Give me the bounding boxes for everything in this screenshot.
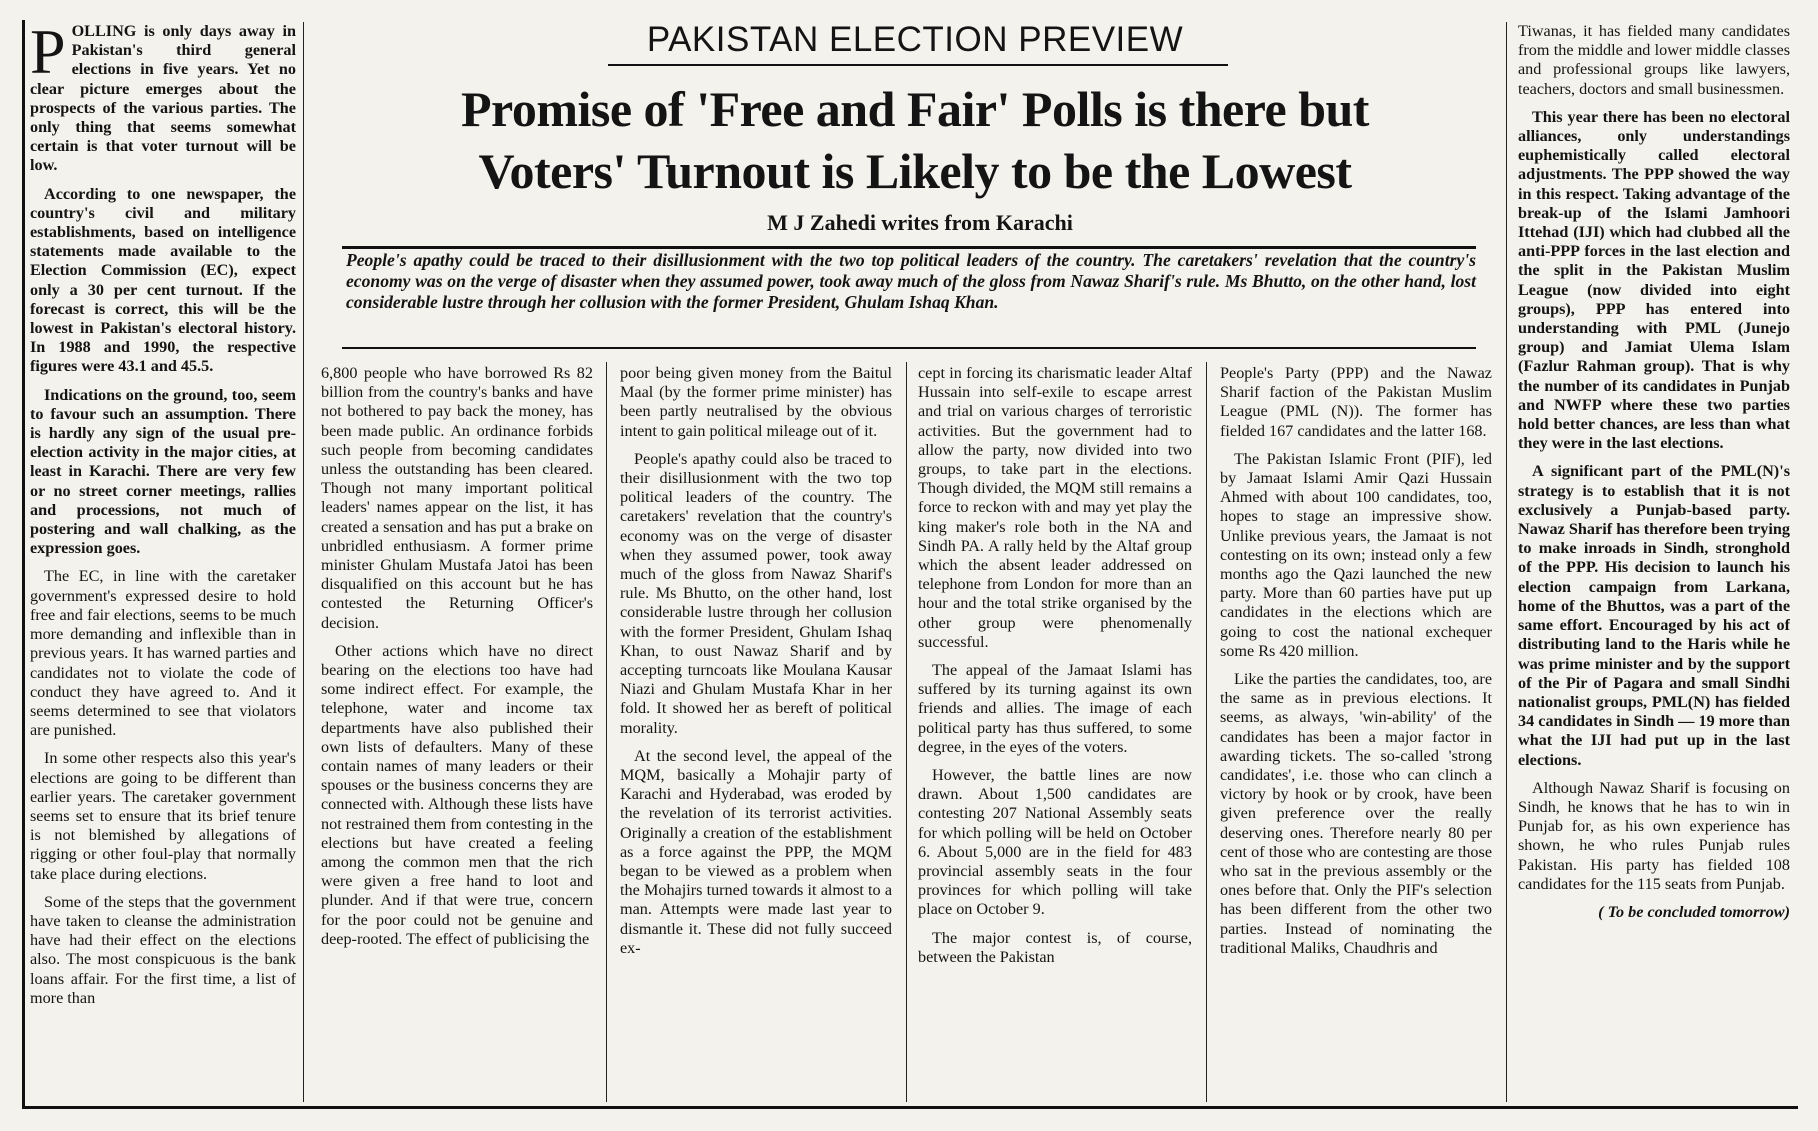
column-2 [321, 364, 593, 1104]
headline-line-2: Voters' Turnout is Likely to be the Lowest [478, 143, 1352, 199]
paragraph: In some other respects also this year's elections are going to be different than earlier years. The caretaker government seems set to ensure that its brief tenure is not blemished by allegations of rigging or other foul-play that normally take place during elections. [30, 749, 296, 883]
paragraph: This year there has been no electoral alliances, only understandings euphemistically called electoral adjustments. The PPP showed the way in this respect. Taking advantage of the break-up of the Islami Jamhoori Ittehad (IJI) which had clubbed all the anti-PPP forces in the last election and the split in the Pakistan Muslim League (now divided into eight groups), PPP has entered into understanding with PML (Junejo group) and Jamiat Ulema Islam (Fazlur Rahman group). That is why the number of its candidates in Punjab and NWFP where these two parties hold better chances, are less than what they were in the last elections. [1518, 107, 1790, 453]
column-rule [1206, 362, 1207, 1102]
column-5 [1220, 364, 1492, 1104]
paragraph: Indications on the ground, too, seem to favour such an assumption. There is hardly any sign of the usual pre-election activity in the major cities, at least in Karachi. There are very few or no street corner meetings, rallies and processions, not much of postering and wall chalking, as the expression goes. [30, 385, 296, 558]
column-1 [30, 22, 296, 1104]
standfirst: People's apathy could be traced to their disillusionment with the two top political leaders of the country. The caretakers' revelation that the country's economy was on the verge of disaster when they assumed power, took away much of the gloss from Nawaz Sharif's rule. Ms Bhutto, on the other hand, lost considerable lustre through her collusion with the former President, Ghulam Ishaq Khan. [346, 250, 1476, 312]
column-rule [906, 362, 907, 1102]
headline-line-1: Promise of 'Free and Fair' Polls is there but [461, 81, 1369, 137]
headline [330, 78, 1500, 202]
continuation-note: ( To be concluded tomorrow) [1598, 902, 1790, 921]
column-6 [1518, 22, 1790, 1104]
drop-cap: P [30, 22, 66, 87]
kicker-underline [608, 64, 1228, 66]
paragraph: Tiwanas, it has fielded many candidates from the middle and lower middle classes and professional groups like lawyers, teachers, doctors and small businessmen. [1518, 22, 1790, 98]
kicker: PAKISTAN ELECTION PREVIEW [646, 20, 1184, 59]
paragraph: Other actions which have no direct bearing on the elections too have had some indirect effect. For example, the telephone, water and income tax departments have also published their own lists of defaulters. Many of these contain names of many leaders or their spouses or the business concerns they are connected with. Although these lists have not restrained them from contesting in the elections but have created a feeling among the common men that the rich were given a free hand to loot and plunder. And if that were true, concern for the poor could not be genuine and deep-rooted. The effect of publicising the [321, 641, 593, 948]
column-rule [1506, 22, 1507, 1102]
paragraph: Like the parties the candidates, too, are the same as in previous elections. It seems, as always, 'win-ability' of the candidates has been a major factor in awarding tickets. The so-called 'strong candidates', i.e. those who can clinch a victory by hook or by crook, have been given preference over the really deserving ones. Therefore nearly 80 per cent of those who are contesting are those who sat in the previous assembly or the ones before that. Only the PIF's selection has been different from the other two parties. Instead of nominating the traditional Maliks, Chaudhris and [1220, 670, 1492, 957]
paragraph: Although Nawaz Sharif is focusing on Sindh, he knows that he has to win in Punjab for, as his own experience has shown, he who rules Punjab rules Pakistan. His party has fielded 108 candidates for the 115 seats from Punjab. [1518, 778, 1790, 893]
standfirst-rule-bottom [342, 347, 1476, 349]
paragraph: Some of the steps that the government have taken to cleanse the administration have had their effect on the elections also. The most conspicuous is the bank loans affair. For the first time, a list of more than [30, 892, 296, 1007]
paragraph: People's Party (PPP) and the Nawaz Sharif faction of the Pakistan Muslim League (PML (N)). The former has fielded 167 candidates and the latter 168. [1220, 364, 1492, 440]
paragraph: 6,800 people who have borrowed Rs 82 billion from the country's banks and have not bothered to pay back the money, has been made public. An ordinance forbids such people from becoming candidates unless the outstanding has been cleared. Though not many important political leaders' names appear on the list, it has created a sensation and has put a brake on unbridled enthusiasm. A former prime minister Ghulam Mustafa Jatoi has been disqualified on this account but he has contested the Returning Officer's decision. [321, 364, 593, 632]
byline: M J Zahedi writes from Karachi [767, 210, 1073, 235]
paragraph: A significant part of the PML(N)'s strategy is to establish that it is not exclusively a Punjab-based party. Nawaz Sharif has therefore been trying to make inroads in Sindh, stronghold of the PPP. His decision to launch his election campaign from Larkana, home of the Bhuttos, was a part of the same effort. Encouraged by his act of distributing land to the Haris while he was prime minister and by the support of the Pir of Pagara and small Sindhi nationalist groups, PML(N) has fielded 34 candidates in Sindh — 19 more than what the IJI had put up in the last elections. [1518, 462, 1790, 769]
paragraph: According to one newspaper, the country's civil and military establishments, based on intelligence statements made available to the Election Commission (EC), expect only a 30 per cent turnout. If the forecast is correct, this will be the lowest in Pakistan's electoral history. In 1988 and 1990, the respective figures were 43.1 and 45.5. [30, 184, 296, 376]
column-3 [620, 364, 892, 1104]
bottom-rule [22, 1106, 1798, 1109]
column-4 [918, 364, 1192, 1104]
lead-paragraph: POLLING is only days away in Pakistan's third general elections in five years. Yet no clear picture emerges about the prospects of the various parties. The only thing that seems somewhat certain is that voter turnout will be low. [30, 22, 296, 175]
left-border-rule [22, 20, 25, 1106]
paragraph: poor being given money from the Baitul Maal (by the former prime minister) has been partly neutralised by the obvious intent to gain political mileage out of it. [620, 364, 892, 440]
column-rule [303, 22, 304, 1102]
standfirst-rule-top [342, 246, 1476, 249]
paragraph: However, the battle lines are now drawn. About 1,500 candidates are contesting 207 National Assembly seats for which polling will be held on October 6. About 5,000 are in the field for 483 provincial assembly seats in the four provinces for which polling will take place on October 9. [918, 766, 1192, 919]
paragraph: The major contest is, of course, between the Pakistan [918, 928, 1192, 966]
column-rule [606, 362, 607, 1102]
paragraph: cept in forcing its charismatic leader Altaf Hussain into self-exile to escape arrest and trial on various charges of terroristic activities. But the government had to allow the party, now divided into two groups, to take part in the elections. Though divided, the MQM still remains a force to reckon with and may yet play the king maker's role both in the NA and Sindh PA. A rally held by the Altaf group which the absent leader addressed on telephone from London for more than an hour and the total strike organised by the other group were phenomenally successful. [918, 364, 1192, 651]
paragraph: The EC, in line with the caretaker government's expressed desire to hold free and fair elections, seems to be much more demanding and inflexible than in previous years. It has warned parties and candidates not to violate the code of conduct they have agreed to. And it seems determined to see that violators are punished. [30, 567, 296, 740]
paragraph: The appeal of the Jamaat Islami has suffered by its turning against its own friends and allies. The image of each political party has thus suffered, to some degree, in the eyes of the voters. [918, 661, 1192, 756]
paragraph: People's apathy could also be traced to their disillusionment with the two top political leaders of the country. The caretakers' revelation that the country's economy was on the verge of disaster when they assumed power, took away much of the gloss from Nawaz Sharif's rule. Ms Bhutto, on the other hand, lost considerable lustre through her collusion with the former President, Ghulam Ishaq Khan, to oust Nawaz Sharif and by accepting turncoats like Moulana Kausar Niazi and Ghulam Mustafa Khar in her fold. It showed her as bereft of political morality. [620, 449, 892, 737]
paragraph: At the second level, the appeal of the MQM, basically a Mohajir party of Karachi and Hyderabad, was eroded by the revelation of its terrorist activities. Originally a creation of the establishment as a force against the PPP, the MQM began to be viewed as a problem when the Mohajirs turned towards it almost to a man. Attempts were made last year to dismantle it. These did not fully succeed ex- [620, 746, 892, 957]
paragraph: The Pakistan Islamic Front (PIF), led by Jamaat Islami Amir Qazi Hussain Ahmed with about 100 candidates, too, hopes to stage an impressive show. Unlike previous years, the Jamaat is not contesting on its own; instead only a few months ago the Qazi launched the new party. More than 60 parties have put up candidates in the elections which are going to cost the national exchequer some Rs 420 million. [1220, 449, 1492, 660]
